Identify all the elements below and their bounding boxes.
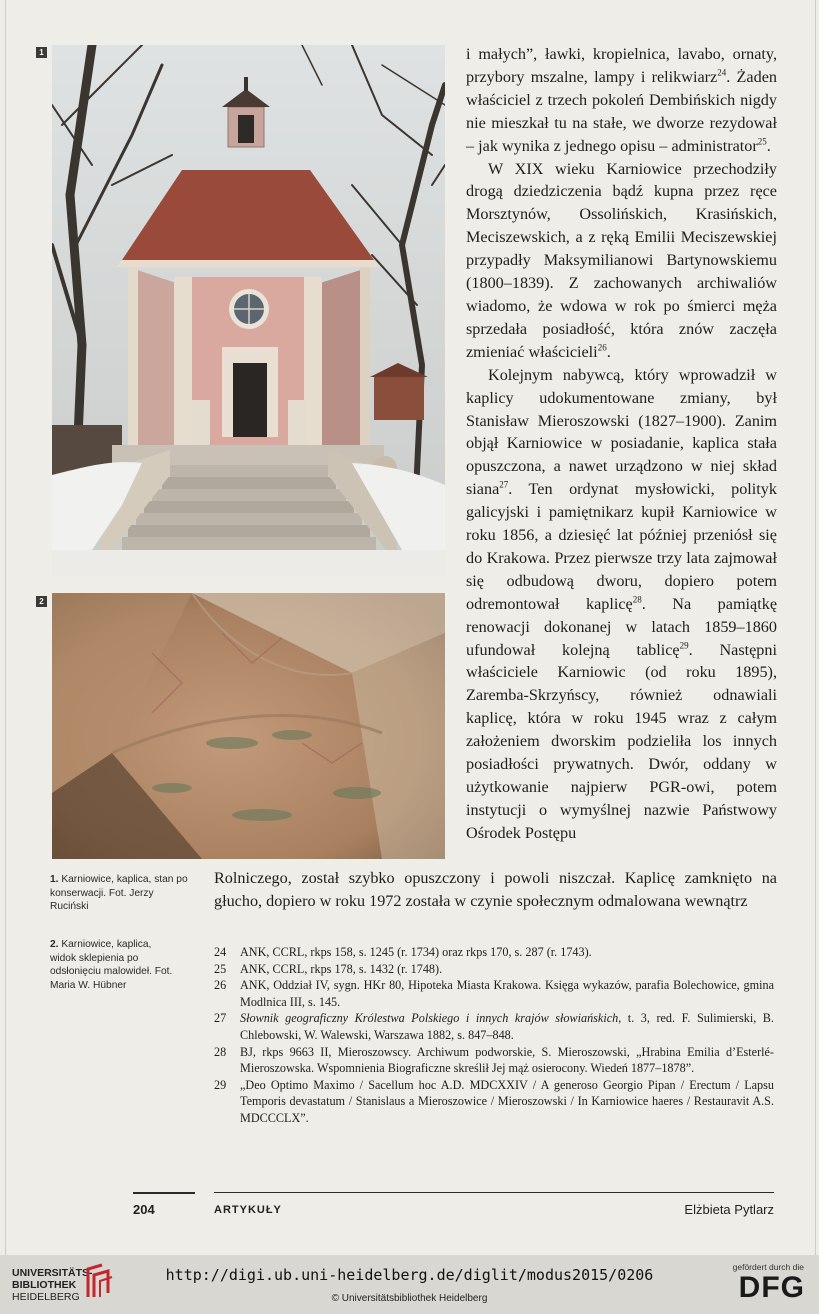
dfg-funding-label: gefördert durch die <box>732 1262 804 1272</box>
footnotes <box>214 944 774 1127</box>
paragraph-1: i małych”, ławki, kropielnica, lavabo, ornaty, przybory mszalne, lampy i relikwiarz$^{24}$. Żaden właściciel z trzech pokoleń Dembińskich nigdy nie mieszkał tu na stałe, we dworze rezydował – jak wynika z jednego opisu – administrator$^{25}$. <box>466 45 777 155</box>
footnote-ref-26[interactable]: 26 <box>597 342 607 353</box>
viewer-footer <box>0 1255 819 1314</box>
footnote-28: 28 BJ, rkps 9663 II, Mieroszowscy. Archiwum podworskie, S. Mieroszowski, „Hrabina Emilia d’Esterlé-Mieroszowska. Wspomnienia Biograficzne skreślił Jej mąż osierocony. Wiedeń 1877–1878”. <box>214 1044 774 1076</box>
footnote-ref-27[interactable]: 27 <box>499 479 509 490</box>
body-text-wide <box>214 867 777 913</box>
dfg-logo[interactable]: DFG <box>738 1271 805 1304</box>
footnote-29: 29 „Deo Optimo Maximo / Sacellum hoc A.D. MDCXXIV / A generoso Georgio Pipan / Erectum / Lapsu Temporis devastatum / Stanislaus a Mieroszowice / Mieroszowski / In Karniowice haeres / Restauravit A.S. MDCCCLX”. <box>214 1077 774 1125</box>
footnote-ref-25[interactable]: 25 <box>757 136 767 147</box>
footnote-ref-29[interactable]: 29 <box>679 640 689 651</box>
footnote-25: 25 ANK, CCRL, rkps 178, s. 1432 (r. 1748). <box>214 961 443 976</box>
paragraph-3-continued: Rolniczego, został szybko opuszczony i powoli niszczał. Kaplicę zamknięto na głucho, dopiero w roku 1972 została w czynie społecznym odmalowana wewnątrz <box>214 869 777 910</box>
paragraph-2: W XIX wieku Karniowice przechodziły drogą dziedziczenia bądź kupna przez ręce Morsztynów, Ossolińskich, Krasińskich, Meciszewskich, a z ręką Emilii Meciszewskiej przypadły Maksymilianowi Bartynowskiemu (1800–1839). Z zachowanych archiwaliów wiadomo, że wdowa w rok po śmierci męża sprzedała posiadłość, która znów zaczęła zmieniać właścicieli$^{26}$. <box>466 159 777 361</box>
figure-1-chapel-photo <box>52 45 445 576</box>
ub-heidelberg-logo[interactable]: UNIVERSITÄTS- BIBLIOTHEK HEIDELBERG <box>12 1267 93 1303</box>
folio-rule-left <box>133 1192 195 1194</box>
paragraph-3: Kolejnym nabywcą, który wprowadził w kaplicy udokumentowane zmiany, był Stanisław Mieroszowski (1827–1900). Zanim objął Karniowice w posiadanie, kaplica stała opuszczona, a nawet urządzono w niej skład siana$^{27}$. Ten ordynat mysłowicki, polityk galicyjski i pamiętnikarz kupił Karniowice w roku 1856, a dziesięć lat później przeniósł się do Krakowa. Przez pierwsze trzy lata zajmował się odbudową dworu, dopiero potem odremontował kaplicę$^{28}$. Na pamiątkę renowacji dokonanej w latach 1859–1860 ufundował kolejną tablicę$^{29}$. Następni właściciele Karniowic (od roku 1895), Zaremba-Skrzyńscy, również odnawiali kaplicę, która w roku 1945 wraz z całym założeniem dworskim podzieliła los innych posiadłości prywatnych. Dwór, oddany w użytkowanie najpierw PGR-owi, potem instytucji o wymyślnej nazwie Państwowy Ośrodek Postępu <box>466 365 777 842</box>
footnote-24: 24 ANK, CCRL, rkps 158, s. 1245 (r. 1734) oraz rkps 170, s. 287 (r. 1743). <box>214 945 592 959</box>
caption-figure-1: 1. Karniowice, kaplica, stan po konserwacji. Fot. Jerzy Ruciński <box>50 874 188 913</box>
copyright-notice: © Universitätsbibliothek Heidelberg <box>331 1293 488 1304</box>
figure-2-marker: 2 <box>36 596 47 607</box>
figure-2-vault-photo <box>52 593 445 859</box>
caption-figure-2: 2. Karniowice, kaplica, widok sklepienia po odsłonięciu malowideł. Fot. Maria W. Hübner <box>50 939 173 991</box>
footnote-ref-28[interactable]: 28 <box>632 594 642 605</box>
footnote-27-title: Słownik geograficzny Królestwa Polskiego i innych krajów słowiańskich <box>240 1011 619 1026</box>
page-number: 204 <box>133 1202 155 1217</box>
document-url-link[interactable]: http://digi.ub.uni-heidelberg.de/diglit/modus2015/0206 <box>165 1266 654 1284</box>
footnote-ref-24[interactable]: 24 <box>717 67 727 78</box>
footnote-26: 26 ANK, Oddział IV, sygn. HKr 80, Hipoteka Miasta Krakowa. Księga wykazów, parafia Bolechowice, gmina Modlnica III, s. 145. <box>214 978 774 1009</box>
body-text-column <box>466 43 777 845</box>
footnote-27: 27 Słownik geograficzny Królestwa Polskiego i innych krajów słowiańskich, t. 3, red. F. Sulimierski, B. Chlebowski, W. Walewski, Warszawa 1882, s. 847–848. <box>214 1011 774 1042</box>
author-name: Elżbieta Pytlarz <box>684 1202 774 1217</box>
section-label: ARTYKUŁY <box>214 1204 282 1216</box>
folio-rule-right <box>214 1192 774 1193</box>
figure-1-marker: 1 <box>36 47 47 58</box>
